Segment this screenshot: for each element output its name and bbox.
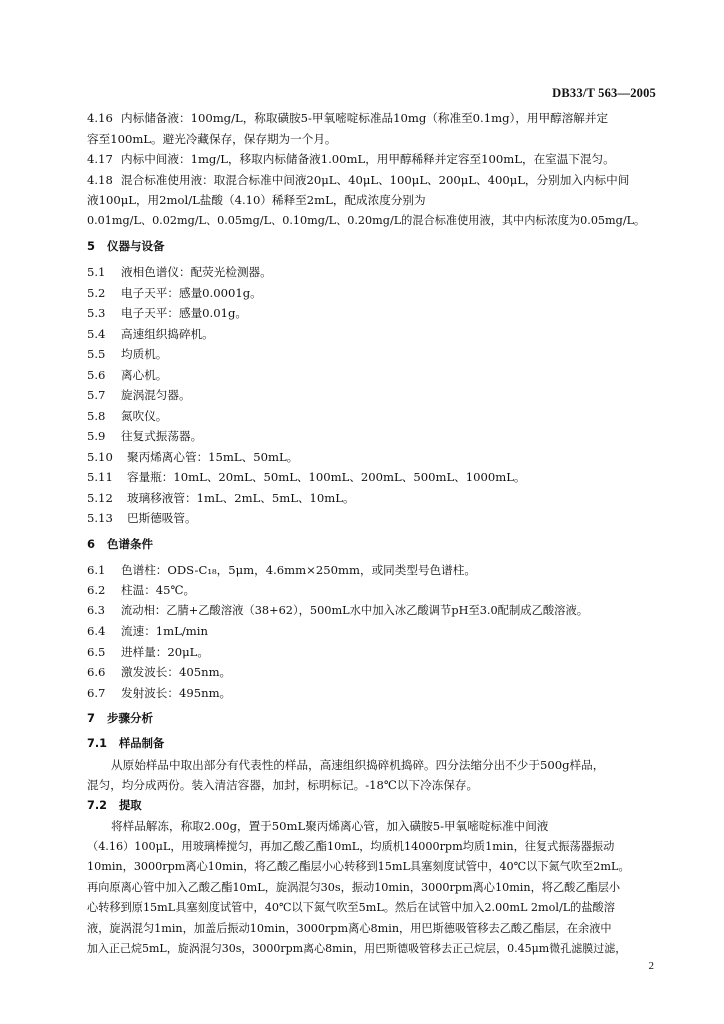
section-number: 6 (87, 536, 96, 551)
item-number: 4.18 (87, 172, 113, 187)
list-item: 5.6 离心机。 (87, 367, 168, 382)
section-number: 7 (87, 711, 96, 725)
section-title: 色谱条件 (107, 536, 153, 551)
paragraph-line: 从原始样品中取出部分有代表性的样品，高速组织捣碎机捣碎。四分法缩分出不少于500g样品， (111, 757, 605, 772)
item-text: 内标储备液：100mg/L，称取磺胺5-甲氧嘧啶标准品10mg（称准至0.1mg），用甲醇溶解并定 (121, 111, 609, 125)
list-item: 6.7 发射波长：495nm。 (87, 685, 232, 700)
paragraph-line: 加入正己烷5mL，旋涡混匀30s，3000rpm离心8min，用巴斯德吸管移去正己烷层，0.45μm微孔滤膜过滤， (87, 942, 627, 955)
list-item: 5.13 巴斯德吸管。 (87, 511, 197, 525)
paragraph-line: 液，旋涡混匀1min，加盖后振动10min，3000rpm离心8min，用巴斯德吸管移去乙酸乙酯层，在余液中 (87, 921, 612, 935)
section-heading (87, 706, 657, 730)
list-item: 5.12 玻璃移液管：1mL、2mL、5mL、10mL。 (87, 490, 355, 505)
list-item: 6.5 进样量：20μL。 (87, 644, 209, 659)
list-item: 6.3 流动相：乙腈+乙酸溶液（38+62），500mL水中加入冰乙酸调节pH至3.0配制成乙酸溶液。 (87, 603, 589, 617)
section-title: 仪器与设备 (107, 239, 165, 253)
list-item: 6.4 流速：1mL/min (87, 624, 208, 638)
page-number: 2 (648, 960, 654, 972)
reagent-item-continued: 容至100mL。避光冷藏保存，保存期为一个月。 (87, 131, 337, 146)
list-item: 5.10 聚丙烯离心管：15mL、50mL。 (87, 449, 299, 464)
subsection-heading: 7.1 样品制备 (87, 737, 165, 750)
chromatography-conditions-list (87, 560, 657, 704)
reagent-item-continued: 液100μL，用2mol/L盐酸（4.10）稀释至2mL，配成浓度分别为 (87, 193, 426, 207)
reagent-item (87, 170, 657, 191)
list-item: 5.3 电子天平：感量0.01g。 (87, 306, 247, 320)
subsection-heading: 7.2 提取 (87, 798, 142, 812)
item-number: 4.16 (87, 111, 113, 125)
list-item: 5.5 均质机。 (87, 347, 168, 361)
section-title: 步骤分析 (107, 711, 153, 725)
list-item: 5.8 氮吹仪。 (87, 408, 168, 423)
list-item: 6.1 色谱柱：ODS-C₁₈，5μm，4.6mm×250mm，或同类型号色谱柱。 (87, 562, 476, 577)
list-item: 6.6 激发波长：405nm。 (87, 665, 232, 679)
item-number: 4.17 (87, 152, 113, 166)
section-heading (87, 234, 657, 258)
list-item: 5.11 容量瓶：10mL、20mL、50mL、100mL、200mL、500mL、1000mL。 (87, 470, 526, 484)
section-heading (87, 532, 657, 556)
paragraph-line: 10min，3000rpm离心10min，将乙酸乙酯层小心转移到15mL具塞刻度试管中，40℃以下氮气吹至2mL。 (87, 860, 630, 873)
paragraph-line: 混匀，均分成两份。装入清洁容器，加封，标明标记。-18℃以下冷冻保存。 (87, 778, 479, 792)
standard-code: DB33/T 563—2005 (552, 86, 656, 100)
list-item: 6.2 柱温：45℃。 (87, 583, 196, 597)
list-item: 5.4 高速组织捣碎机。 (87, 326, 214, 341)
list-item: 5.2 电子天平：感量0.0001g。 (87, 285, 262, 300)
reagent-item-continued: 0.01mg/L、0.02mg/L、0.05mg/L、0.10mg/L、0.20mg/L的混合标准使用液，其中内标浓度为0.05mg/L。 (87, 213, 646, 227)
paragraph-line: 心转移到原15mL具塞刻度试管中，40℃以下氮气吹至5mL。然后在试管中加入2.00mL 2mol/L的盐酸溶 (87, 901, 615, 914)
list-item: 5.1 液相色谱仪：配荧光检测器。 (87, 265, 272, 279)
item-text: 混合标准使用液：取混合标准中间液20μL、40μL、100μL、200μL、400μL，分别加入内标中间 (121, 172, 630, 187)
list-item: 5.7 旋涡混匀器。 (87, 388, 191, 402)
reagent-item (87, 108, 657, 129)
paragraph-line: 将样品解冻，称取2.00g，置于50mL聚丙烯离心管，加入磺胺5-甲氧嘧啶标准中间液 (111, 819, 549, 833)
section-number: 5 (87, 239, 96, 253)
document-body (87, 108, 657, 960)
reagent-item (87, 149, 657, 170)
paragraph-line: 再向原离心管中加入乙酸乙酯10mL，旋涡混匀30s，振动10min，3000rpm离心10min，将乙酸乙酯层小 (87, 880, 621, 894)
item-text: 内标中间液：1mg/L，移取内标储备液1.00mL，用甲醇稀释并定容至100mL，在室温下混匀。 (121, 152, 615, 166)
list-item: 5.9 往复式振荡器。 (87, 429, 203, 443)
instrument-list (87, 262, 657, 529)
paragraph-line: （4.16）100μL，用玻璃棒搅匀，再加乙酸乙酯10mL，均质机14000rpm均质1min，往复式振荡器振动 (87, 839, 615, 853)
